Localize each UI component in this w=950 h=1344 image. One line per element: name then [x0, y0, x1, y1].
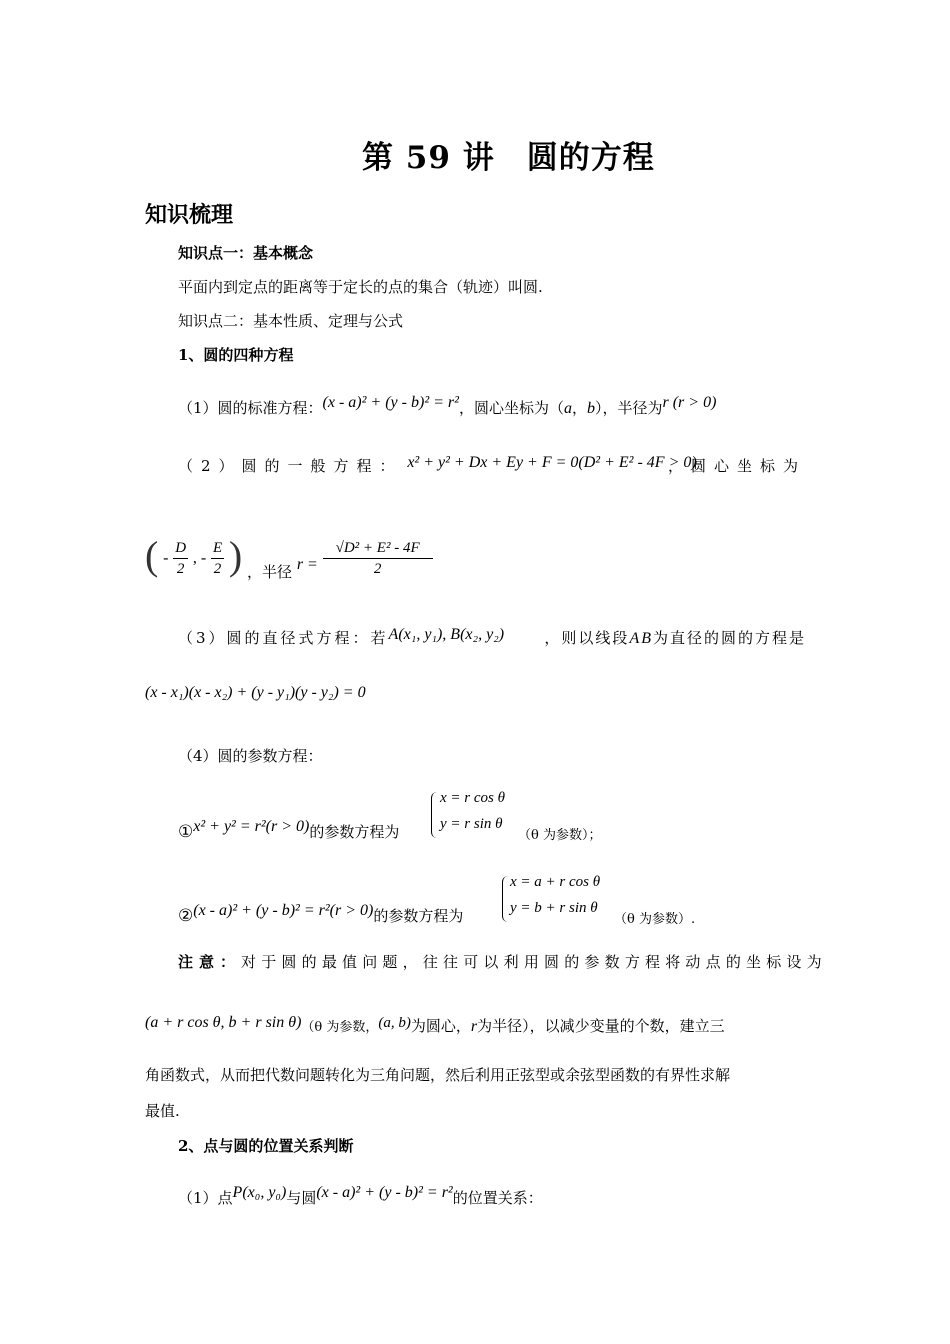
case-1-note: （θ 为参数）； [518, 828, 602, 843]
note-radius: r [470, 1018, 478, 1035]
diameter-tail-1: ，则以线段 [544, 629, 630, 647]
point-label: （1）点 [178, 1189, 233, 1207]
radius-numerator: √D² + E² - 4F [323, 538, 433, 559]
point-end: 的位置关系： [452, 1189, 543, 1207]
point-circle-equation: (x - a)² + (y - b)² = r² [316, 1184, 453, 1201]
note-line-2 [145, 1016, 725, 1038]
case-1-mark: ① [178, 822, 194, 842]
note-line-1 [178, 952, 827, 972]
general-center-label: ，圆心坐标为 [667, 457, 806, 475]
point-circle-line [178, 1184, 543, 1209]
knowledge-point-1-heading: 知识点一：基本概念 [178, 244, 314, 262]
parametric-case-2 [178, 902, 464, 927]
general-equation-line [178, 456, 806, 477]
standard-center-prefix: ，圆心坐标为（ [458, 399, 564, 417]
center-b: b [586, 400, 595, 417]
standard-radius: r (r > 0) [662, 394, 717, 411]
case-2-system-y: y = b + r sin θ [510, 900, 598, 916]
radius-denominator: 2 [373, 561, 382, 577]
page-title: 第 59 讲 圆的方程 [362, 140, 655, 176]
case-1-brace [431, 792, 438, 838]
segment-ab: AB [629, 630, 653, 647]
knowledge-point-1-text: 平面内到定点的距离等于定长的点的集合（轨迹）叫圆. [178, 278, 543, 296]
note-text-2a: （θ 为参数， [301, 1020, 379, 1035]
subsection-1-heading: 1、圆的四种方程 [178, 346, 294, 364]
center-num-e: E [211, 538, 224, 559]
note-line-3: 角函数式，从而把代数问题转化为三角问题，然后利用正弦型或余弦型函数的有界性求解 [145, 1066, 731, 1084]
note-coordinate: (a + r cos θ, b + r sin θ) [145, 1014, 302, 1031]
case-1-system-y: y = r sin θ [440, 816, 503, 832]
note-text-2b: 为圆心， [410, 1017, 471, 1035]
case-2-equation: (x - a)² + (y - b)² = r²(r > 0) [193, 902, 374, 919]
knowledge-point-2-heading: 知识点二：基本性质、定理与公式 [178, 312, 404, 330]
standard-equation-line [178, 394, 717, 419]
center-comma: ， [571, 399, 587, 417]
note-line-4: 最值. [145, 1102, 180, 1120]
case-2-mark: ② [178, 906, 194, 926]
radius-label: ，半径 [247, 562, 293, 581]
diameter-tail-2: 为直径的圆的方程是 [652, 629, 806, 647]
note-text-2c: 为半径），以减少变量的个数，建立三 [477, 1017, 725, 1035]
point-p: P(x₀, y₀) [232, 1184, 287, 1201]
center-num-d: D [173, 538, 188, 559]
case-1-system-x: x = r cos θ [440, 790, 505, 806]
general-center-radius: ( - $\frac{D}{2}$ , - $\frac{E}{2}$ ) ，半径 r = $\frac{\text{√D² + E² - 4F}}{2}$ [145, 538, 433, 579]
diameter-equation-label: （3）圆的直径式方程：若 [178, 629, 389, 647]
case-2-note: （θ 为参数）. [614, 912, 696, 927]
standard-radius-prefix: ），半径为 [594, 399, 663, 417]
diameter-points: A(x₁, y₁), B(x₂, y₂) [388, 626, 505, 643]
note-label: 注意： [178, 953, 242, 971]
point-mid: 与圆 [286, 1189, 317, 1207]
center-den-2: 2 [213, 561, 222, 577]
parametric-equation-label: （4）圆的参数方程： [178, 747, 323, 765]
parametric-case-1 [178, 818, 400, 843]
note-center: (a, b) [378, 1015, 411, 1031]
case-1-mid: 的参数方程为 [309, 823, 400, 841]
center-a: a [563, 400, 572, 417]
standard-equation-label: （1）圆的标准方程： [178, 399, 323, 417]
general-equation-label: （2）圆的一般方程： [178, 457, 403, 475]
case-2-system-x: x = a + r cos θ [510, 874, 601, 890]
section-heading: 知识梳理 [145, 202, 234, 228]
case-2-mid: 的参数方程为 [373, 907, 464, 925]
general-equation-formula: x² + y² + Dx + Ey + F = 0(D² + E² - 4F > 0) [407, 454, 697, 471]
case-1-equation: x² + y² = r²(r > 0) [193, 818, 310, 835]
diameter-formula: (x - x₁)(x - x₂) + (y - y₁)(y - y₂) = 0 [145, 684, 366, 701]
standard-equation-formula: (x - a)² + (y - b)² = r² [322, 394, 459, 411]
diameter-equation-line [178, 628, 806, 649]
radius-r: r = [296, 555, 318, 573]
note-text-1: 对于圆的最值问题，往往可以利用圆的参数方程将动点的坐标设为 [241, 953, 827, 971]
center-den-1: 2 [176, 561, 185, 577]
subsection-2-heading: 2、点与圆的位置关系判断 [178, 1137, 354, 1155]
case-2-brace [502, 876, 509, 922]
